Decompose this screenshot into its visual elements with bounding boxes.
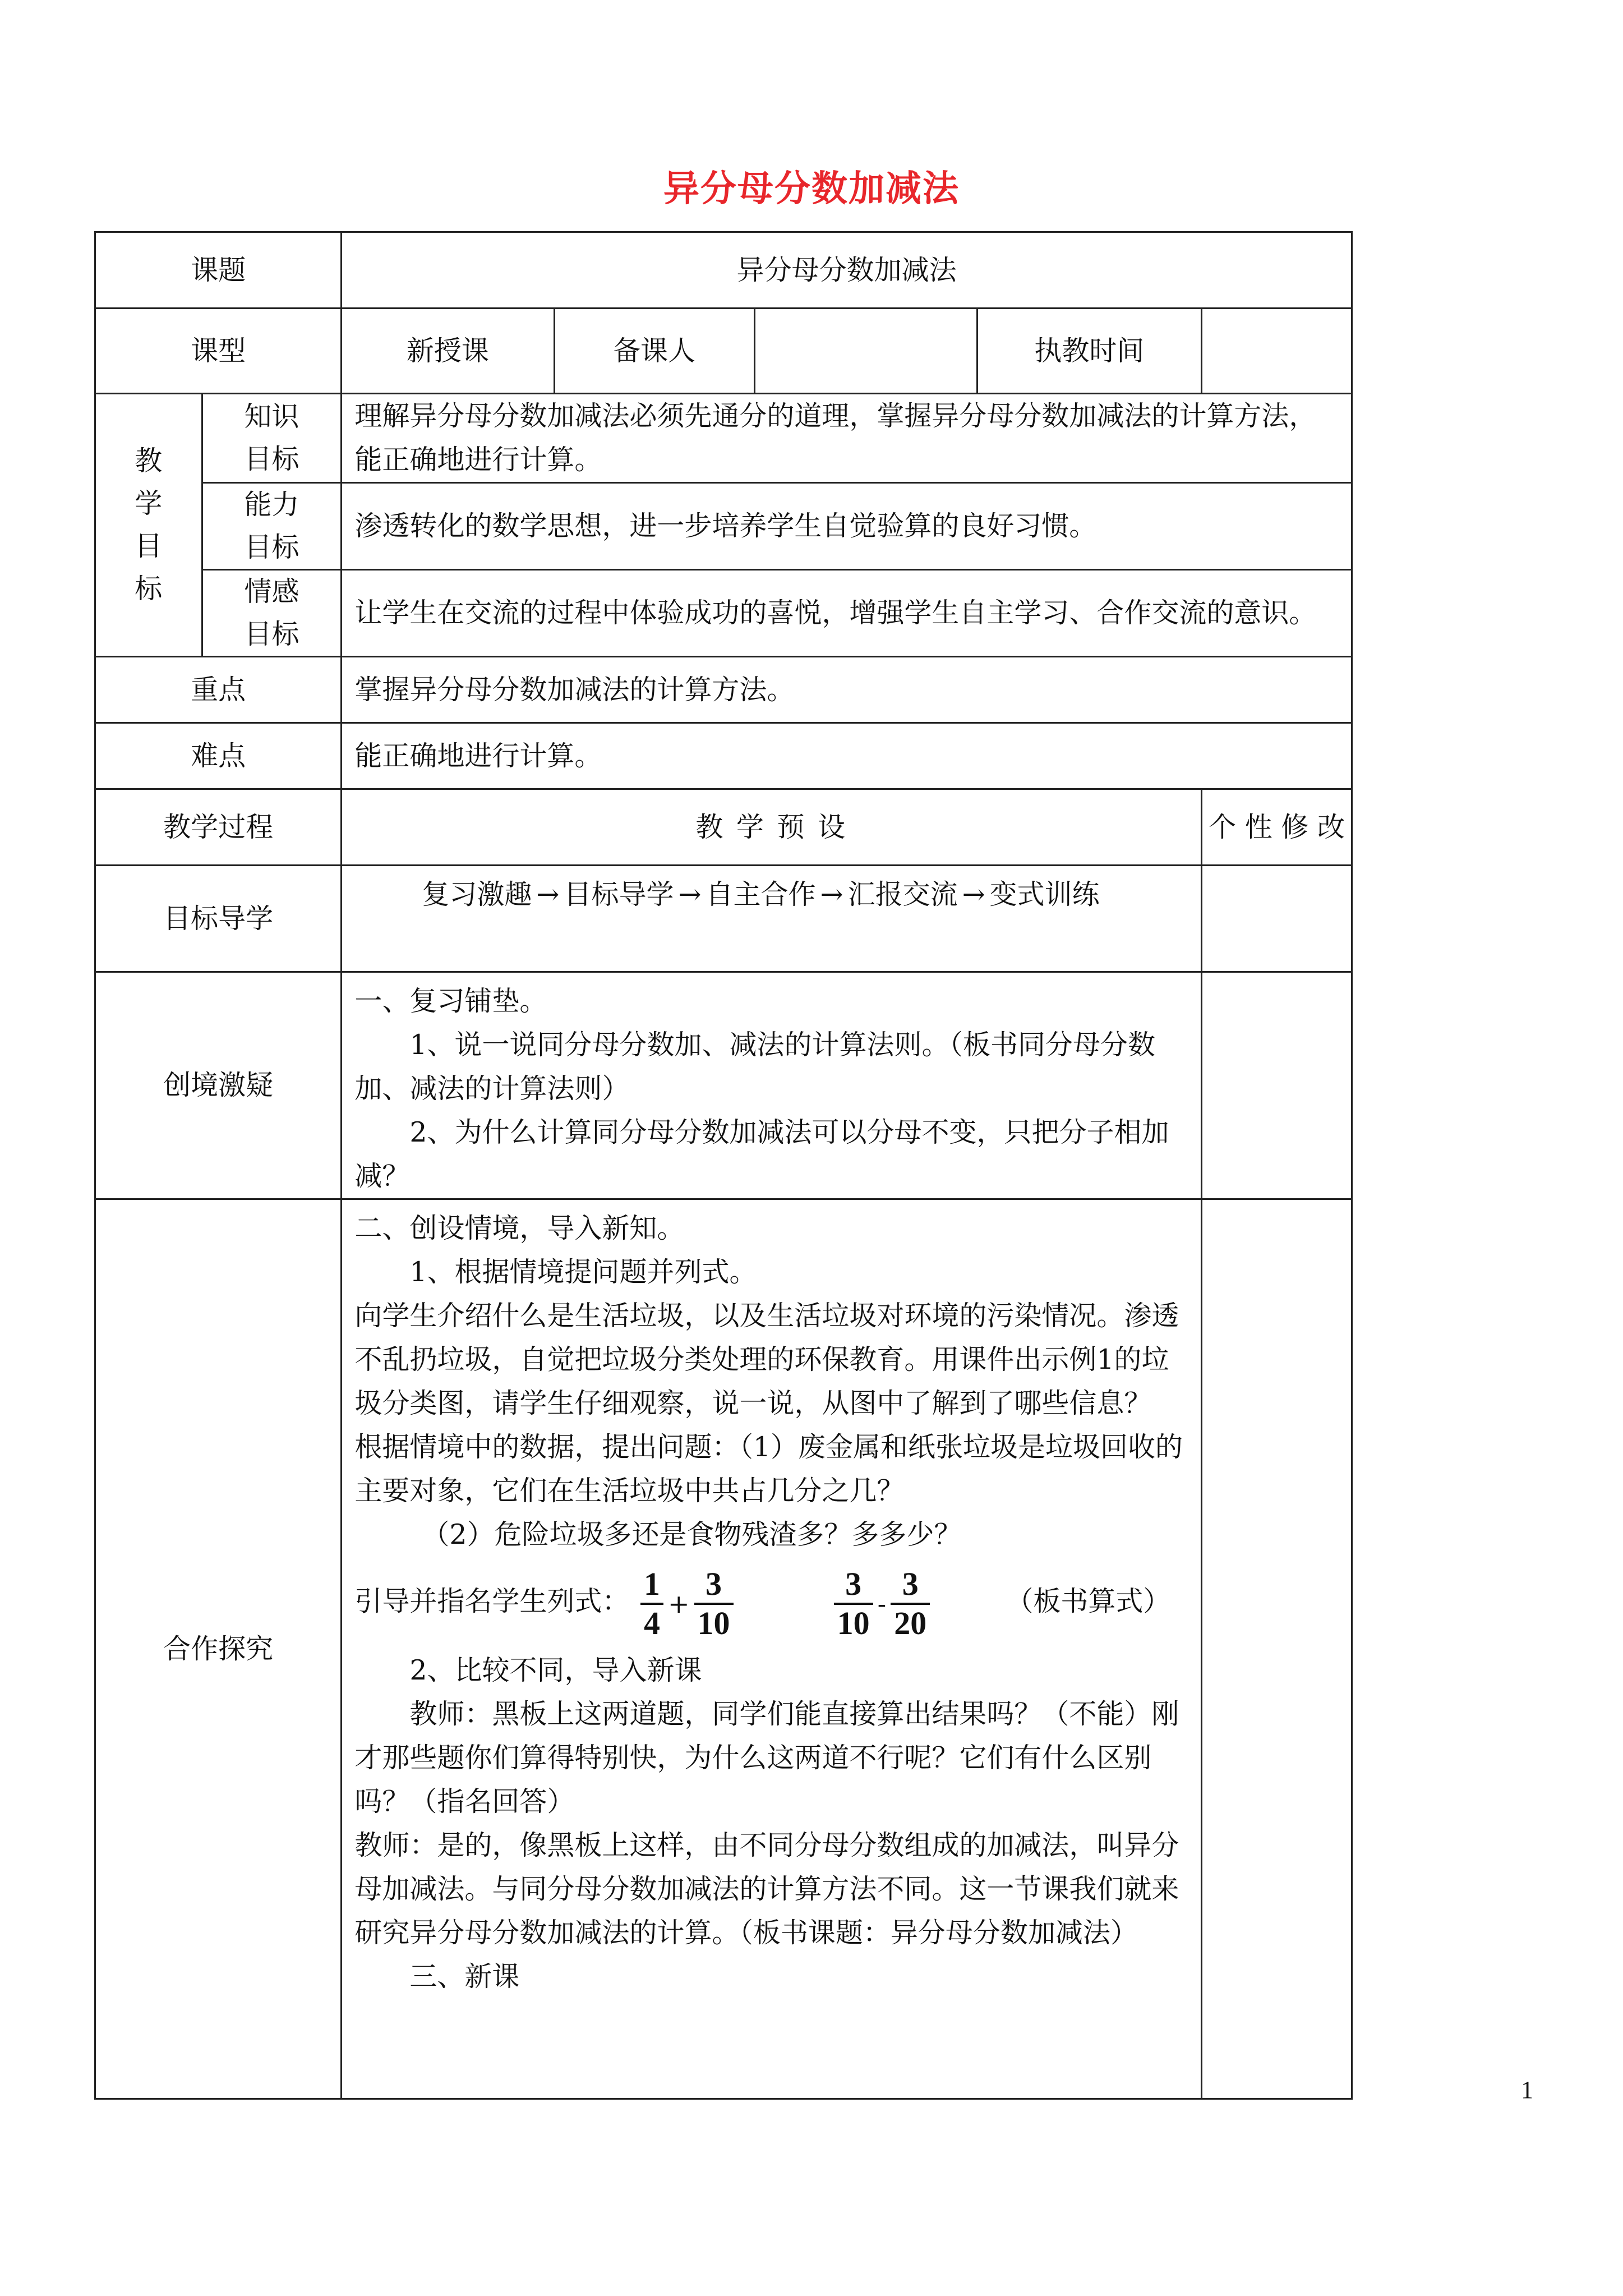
intro-line: 一、复习铺垫。 [354,985,547,1017]
plus-sign: + [667,1588,690,1619]
goals-label-char: 标 [135,573,163,605]
difficult-point-label: 难点 [95,723,342,789]
preparer-value [754,309,977,394]
modify-label: 个 性 修 改 [1202,789,1352,866]
intro-modify-cell [1202,972,1352,1199]
explore-line: （2）危险垃圾多还是食物残渣多？多多少？ [422,1519,962,1550]
knowledge-goal-label [202,394,342,483]
guide-row [95,866,1352,972]
time-label: 执教时间 [977,309,1201,394]
emotion-goal-row [95,570,1352,657]
guide-step: 自主合作 [706,878,816,910]
page-number: 1 [1521,2076,1533,2104]
fraction-numerator: 3 [694,1566,734,1605]
explore-line: 2、比较不同，导入新课 [409,1654,702,1686]
fraction-denominator: 20 [894,1604,927,1641]
process-header-row [95,789,1352,866]
arrow-icon: → [536,878,560,910]
fraction-denominator: 10 [697,1604,730,1641]
ability-goal-text: 渗透转化的数学思想，进一步培养学生自觉验算的良好习惯。 [342,483,1352,570]
emotion-label-line-1: 情感 [244,576,299,608]
formula-prefix: 引导并指名学生列式： [354,1585,630,1617]
goals-label-char: 教 [135,445,163,477]
intro-row [95,972,1352,1199]
intro-content [342,972,1202,1199]
knowledge-label-line-2: 目标 [244,443,299,475]
guide-step: 复习激趣 [422,878,532,910]
design-label: 教 学 预 设 [342,789,1202,866]
intro-label: 创境激疑 [95,972,342,1199]
knowledge-goal-row [95,394,1352,483]
intro-line: 1、说一说同分母分数加、减法的计算法则。（板书同分母分数加、减法的计算法则） [354,1029,1156,1105]
goals-label-char: 学 [135,487,163,519]
guide-step: 变式训练 [989,878,1100,910]
knowledge-goal-text: 理解异分母分数加减法必须先通分的道理，掌握异分母分数加减法的计算方法，能正确地进行计算。 [342,394,1352,483]
key-point-text: 掌握异分母分数加减法的计算方法。 [342,657,1352,723]
explore-line: 向学生介绍什么是生活垃圾，以及生活垃圾对环境的污染情况。渗透不乱扔垃圾，自觉把垃圾分类处理的环保教育。用课件出示例1的垃圾分类图，请学生仔细观察，说一说，从图中了解到了哪些信息？ [354,1300,1179,1419]
intro-line: 2、为什么计算同分母分数加减法可以分母不变，只把分子相加减？ [354,1116,1169,1192]
explore-modify-cell [1202,1199,1352,2099]
fraction-numerator: 3 [834,1566,873,1605]
explore-line: 教师：是的，像黑板上这样，由不同分母分数组成的加减法，叫异分母加减法。与同分母分数加减法的计算方法不同。这一节课我们就来研究异分母分数加减法的计算。（板书课题：异分母分数加减法） [354,1829,1179,1949]
guide-step: 目标导学 [564,878,674,910]
formula-suffix: （板书算式） [1006,1585,1171,1617]
type-value: 新授课 [342,309,554,394]
fraction-denominator: 4 [643,1604,660,1641]
difficult-point-row [95,723,1352,789]
preparer-label: 备课人 [554,309,754,394]
formula-line [354,1557,1188,1649]
explore-line: 教师：黑板上这两道题，同学们能直接算出结果吗？（不能）刚才那些题你们算得特别快，为什么这两道不行呢？它们有什么区别吗？（指名回答） [354,1697,1179,1818]
arrow-icon: → [820,878,843,910]
explore-line: 1、根据情境提问题并列式。 [409,1256,757,1288]
guide-modify-cell [1202,866,1352,972]
explore-row [95,1199,1352,2099]
ability-goal-row [95,483,1352,570]
type-label: 课型 [95,309,342,394]
key-point-label: 重点 [95,657,342,723]
knowledge-label-line-1: 知识 [244,401,299,432]
emotion-goal-text: 让学生在交流的过程中体验成功的喜悦，增强学生自主学习、合作交流的意识。 [342,570,1352,657]
page-title: 异分母分数加减法 [663,168,960,210]
guide-step: 汇报交流 [847,878,958,910]
type-row [95,309,1352,394]
explore-label: 合作探究 [95,1199,342,2099]
ability-label-line-1: 能力 [244,489,299,521]
topic-label: 课题 [95,232,342,309]
ability-goal-label [202,483,342,570]
guide-flow-text [354,873,1188,917]
goals-label [95,394,202,657]
fraction [694,1566,734,1642]
key-point-row [95,657,1352,723]
fraction [640,1566,663,1642]
arrow-icon: → [678,878,702,910]
explore-content [342,1199,1202,2099]
ability-label-line-2: 目标 [244,531,299,563]
goals-label-char: 目 [135,530,163,562]
fraction [891,1566,930,1642]
emotion-goal-label [202,570,342,657]
topic-row [95,232,1352,309]
difficult-point-text: 能正确地进行计算。 [342,723,1352,789]
explore-line: 根据情境中的数据，提出问题：（1）废金属和纸张垃圾是垃圾回收的主要对象，它们在生活垃圾中共占几分之几？ [354,1431,1183,1507]
time-value [1202,309,1352,394]
fraction-numerator: 3 [891,1566,930,1605]
lesson-plan-table [94,231,1353,2100]
explore-line: 二、创设情境，导入新知。 [354,1212,685,1244]
fraction-denominator: 10 [837,1604,870,1641]
fraction [834,1566,873,1642]
emotion-label-line-2: 目标 [244,618,299,650]
fraction-numerator: 1 [640,1566,663,1605]
topic-value: 异分母分数加减法 [342,232,1352,309]
arrow-icon: → [962,878,985,910]
minus-sign: - [877,1588,887,1619]
guide-flow [342,866,1202,972]
process-label: 教学过程 [95,789,342,866]
explore-line: 三、新课 [409,1960,520,1993]
guide-label: 目标导学 [95,866,342,972]
